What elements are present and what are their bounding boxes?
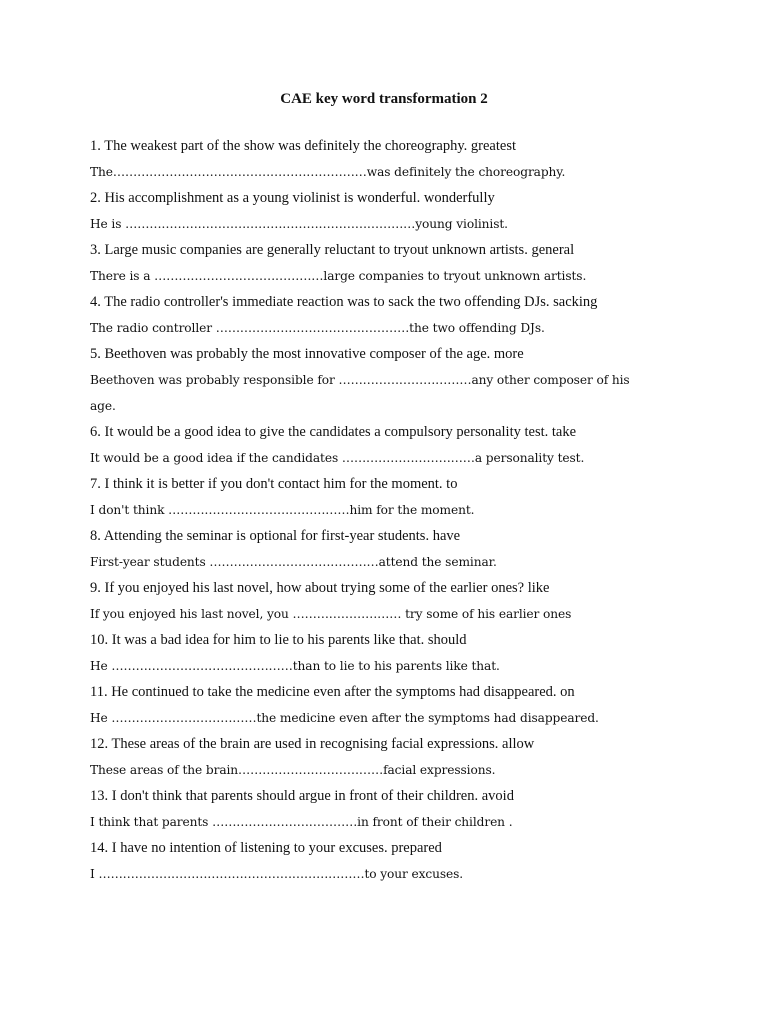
answer-line-9 <box>90 601 670 627</box>
answer-blank: ……………………………………………………… <box>112 165 367 179</box>
answer-blank: …………………………… <box>341 451 475 465</box>
answer-prefix: It would be a good idea if the candidates <box>90 451 342 465</box>
answer-prefix: There is a <box>90 269 155 283</box>
question-1: 1. The weakest part of the show was definitely the choreography. greatest <box>90 138 516 154</box>
answer-prefix: I think that parents <box>90 815 213 829</box>
answer-prefix: These areas of the brain <box>90 763 239 777</box>
answer-blank: ………………………………………… <box>215 321 410 335</box>
answer-line-8 <box>90 549 670 575</box>
answer-prefix: He <box>90 711 112 725</box>
answer-blank: ……………………………………… <box>168 503 350 517</box>
answer-blank: ……………………………… <box>111 711 257 725</box>
answer-line-4 <box>90 315 670 341</box>
question-3: 3. Large music companies are generally reluctant to tryout unknown artists. general <box>90 242 575 258</box>
answer-suffix: large companies to tryout unknown artists. <box>323 269 587 283</box>
answer-suffix: the medicine even after the symptoms had disappeared. <box>256 711 599 725</box>
question-12: 12. These areas of the brain are used in recognising facial expressions. allow <box>90 736 535 752</box>
answer-suffix: in front of their children . <box>357 815 513 829</box>
answer-prefix: The radio controller <box>90 321 216 335</box>
answer-suffix: to your excuses. <box>364 867 464 881</box>
question-5: 5. Beethoven was probably the most innovative composer of the age. more <box>90 346 524 362</box>
answer-line-2 <box>90 211 670 237</box>
answer-line-6 <box>90 445 670 471</box>
answer-suffix: attend the seminar. <box>378 555 497 569</box>
answer-prefix: Beethoven was probably responsible for <box>90 373 339 387</box>
question-13: 13. I don't think that parents should argue in front of their children. avoid <box>90 788 514 804</box>
question-6: 6. It would be a good idea to give the candidates a compulsory personality test. take <box>90 424 577 440</box>
answer-suffix: try some of his earlier ones <box>405 607 572 621</box>
question-11: 11. He continued to take the medicine even after the symptoms had disappeared. on <box>90 684 575 700</box>
exercise-list <box>90 133 670 887</box>
answer-prefix: First-year students <box>90 555 210 569</box>
answer-prefix: If you enjoyed his last novel, you <box>90 607 293 621</box>
answer-line-5 <box>90 367 670 393</box>
answer-suffix: a personality test. <box>474 451 585 465</box>
answer-blank: ……………………………… <box>238 763 384 777</box>
answer-prefix: I <box>90 867 99 881</box>
answer-line-7 <box>90 497 670 523</box>
answer-suffix: any other composer of his <box>471 373 630 387</box>
answer-suffix: young violinist. <box>415 217 508 231</box>
question-2: 2. His accomplishment as a young violinist is wonderful. wonderfully <box>90 190 495 206</box>
answer-suffix: than to lie to his parents like that. <box>292 659 500 673</box>
answer-blank: ……………………………………………………………… <box>125 217 416 231</box>
answer-blank: …………………………………… <box>154 269 324 283</box>
answer-suffix: was definitely the choreography. <box>366 165 566 179</box>
answer-line-3 <box>90 263 670 289</box>
answer-blank: ……………………………………… <box>111 659 293 673</box>
answer-blank: ………………………………………………………… <box>98 867 365 881</box>
answer-line-11 <box>90 705 670 731</box>
question-10: 10. It was a bad idea for him to lie to his parents like that. should <box>90 632 467 648</box>
answer-prefix: He is <box>90 217 126 231</box>
question-7: 7. I think it is better if you don't contact him for the moment. to <box>90 476 458 492</box>
answer-suffix: facial expressions. <box>383 763 496 777</box>
answer-blank: ……………………… <box>292 607 406 621</box>
question-9: 9. If you enjoyed his last novel, how about trying some of the earlier ones? like <box>90 580 550 596</box>
answer-suffix: the two offending DJs. <box>409 321 545 335</box>
answer-continuation-5: age. <box>90 399 116 413</box>
answer-prefix: I don't think <box>90 503 169 517</box>
answer-blank: …………………………………… <box>209 555 379 569</box>
answer-prefix: The <box>90 165 113 179</box>
question-4: 4. The radio controller's immediate reaction was to sack the two offending DJs. sacking <box>90 294 598 310</box>
answer-line-12 <box>90 757 670 783</box>
answer-blank: …………………………… <box>338 373 472 387</box>
document-title: CAE key word transformation 2 <box>280 91 488 107</box>
answer-line-1 <box>90 159 670 185</box>
answer-suffix: him for the moment. <box>349 503 475 517</box>
answer-line-13 <box>90 809 670 835</box>
answer-line-14 <box>90 861 670 887</box>
question-8: 8. Attending the seminar is optional for first-year students. have <box>90 528 461 544</box>
answer-blank: ……………………………… <box>212 815 358 829</box>
answer-line-10 <box>90 653 670 679</box>
question-14: 14. I have no intention of listening to your excuses. prepared <box>90 840 442 856</box>
answer-prefix: He <box>90 659 112 673</box>
